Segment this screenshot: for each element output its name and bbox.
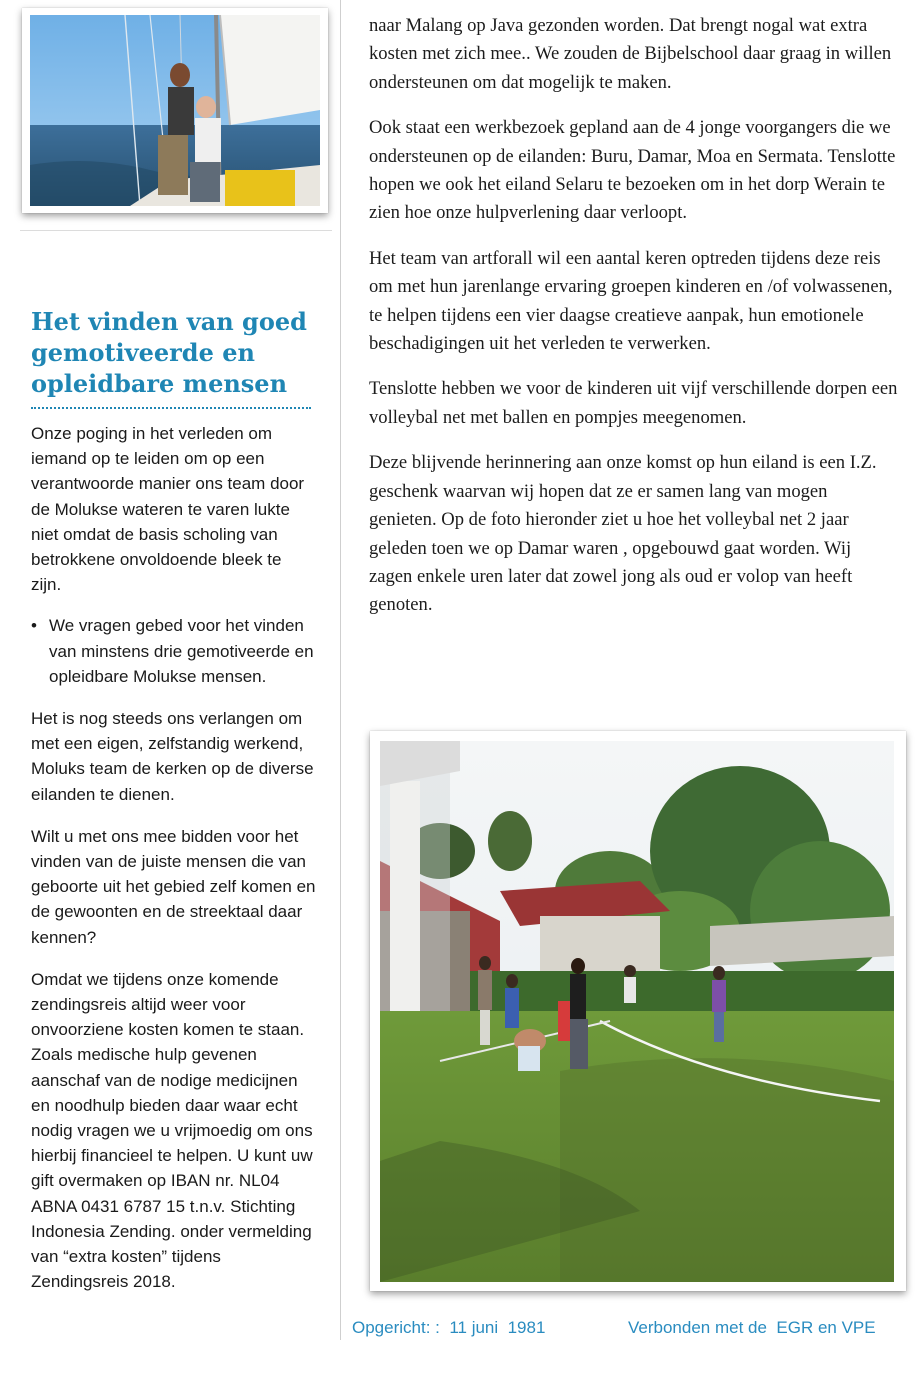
section-heading: Het vinden van goed gemotiveerde en opleidbare mensen bbox=[31, 306, 311, 409]
intro-paragraph: Onze poging in het verleden om iemand op te leiden om op een verantwoorde manier ons team door de Molukse wateren te varen lukte niet omdat de basis scholing van betrokkene onvoldoende bleek te zijn. bbox=[31, 424, 305, 595]
list-item-text: We vragen gebed voor het vinden van minstens drie gemotiveerde en opleidbare Molukse mensen. bbox=[49, 616, 314, 686]
donation-paragraph: Omdat we tijdens onze komende zendingsreis altijd weer voor onvoorziene kosten komen te staan. Zoals medische hulp gevenen aanschaf van de nodige medicijnen en noodhulp bieden daar waar echt nodig vragen we u vrijmoedig om ons hierbij financieel te helpen. U kunt uw gift overmaken op IBAN nr. NL04 ABNA 0431 6787 15 t.n.v. Stichting Indonesia Zending. onder vermelding van “extra kosten” tijdens Zendingsreis 2018. bbox=[31, 969, 313, 1292]
prayer-request-list bbox=[31, 613, 316, 689]
desire-paragraph: Het is nog steeds ons verlangen om met een eigen, zelfstandig werkend, Moluks team de kerken op de diverse eilanden te dienen. bbox=[31, 709, 314, 804]
body-paragraph: Het team van artforall wil een aantal keren optreden tijdens deze reis om met hun jarenlange ervaring groepen kinderen en /of volwassenen, te helpen tijdens een vier daagse creatieve aanpak, hun emotionele beschadigingen uit het verleden te verwerken. bbox=[369, 247, 893, 355]
sailing-photo-image bbox=[30, 15, 320, 206]
body-paragraph: naar Malang op Java gezonden worden. Dat brengt nogal wat extra kosten met zich mee.. We zouden de Bijbelschool daar graag in willen ondersteunen om dat mogelijk te maken. bbox=[369, 15, 892, 93]
volleyball-photo-image bbox=[380, 741, 894, 1282]
left-column bbox=[31, 306, 316, 1295]
list-item bbox=[31, 613, 316, 689]
sailing-photo bbox=[22, 8, 328, 213]
volleyball-photo bbox=[370, 731, 906, 1291]
footer-founded-date: Opgericht: : 11 juni 1981 bbox=[352, 1318, 546, 1337]
body-paragraph: Deze blijvende herinnering aan onze komst op hun eiland is een I.Z. geschenk waarvan wij hopen dat ze er samen lang van mogen genieten. Op de foto hieronder ziet u hoe het volleybal net 2 jaar geleden toen we op Damar waren , opgebouwd gaat worden. Wij zagen enkele uren later dat zowel jong als oud er volop van heeft genoten. bbox=[369, 452, 877, 616]
photo-separator bbox=[20, 230, 332, 231]
column-divider bbox=[340, 0, 341, 1340]
footer-affiliation: Verbonden met de EGR en VPE bbox=[628, 1318, 876, 1337]
prayer-paragraph: Wilt u met ons mee bidden voor het vinden van de juiste mensen die van geboorte uit het gebied zelf komen en de gewoonten en de streektaal daar kennen? bbox=[31, 826, 316, 947]
right-column bbox=[369, 12, 899, 637]
body-paragraph: Tenslotte hebben we voor de kinderen uit vijf verschillende dorpen een volleybal net met ballen en pompjes meegenomen. bbox=[369, 378, 898, 428]
body-paragraph: Ook staat een werkbezoek gepland aan de 4 jonge voorgangers die we ondersteunen op de eilanden: Buru, Damar, Moa en Sermata. Tenslotte hopen we ook het eiland Selaru te bezoeken om in het dorp Werain te zien hoe onze hulpverlening daar verloopt. bbox=[369, 117, 896, 224]
bullet-marker: • bbox=[31, 616, 37, 636]
